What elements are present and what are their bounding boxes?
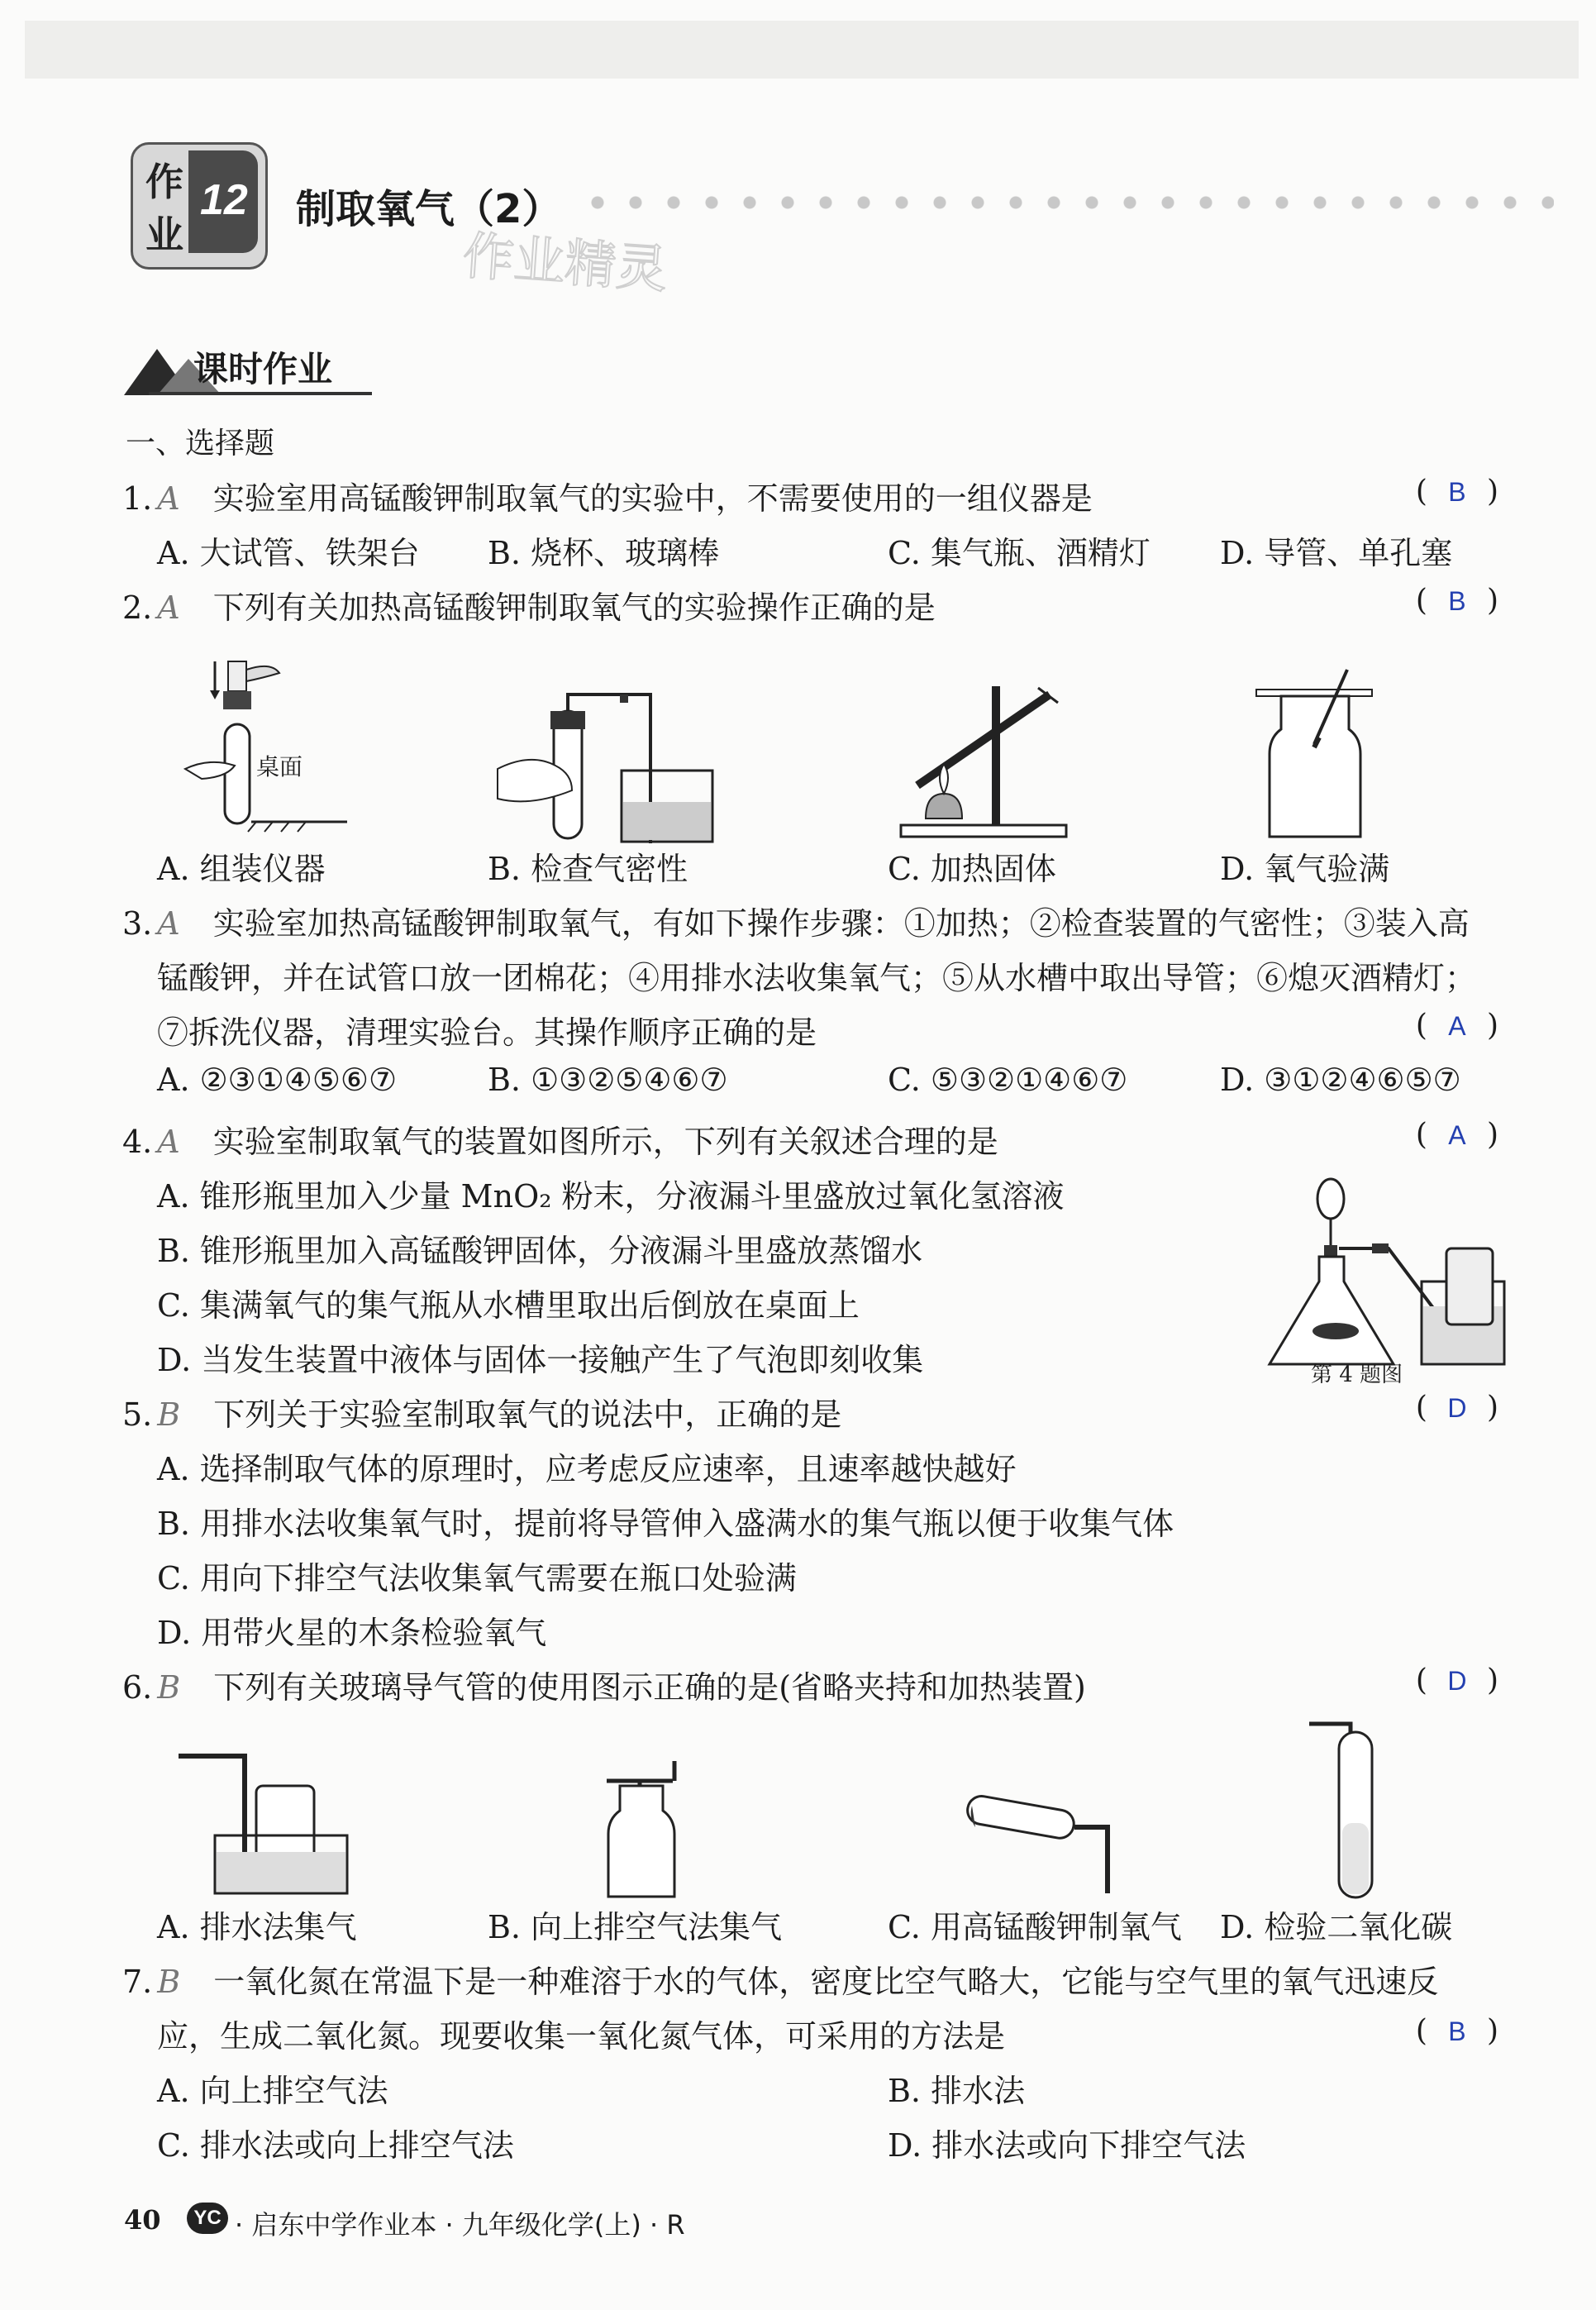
- section-banner: [124, 337, 372, 397]
- publisher-logo: [187, 2203, 228, 2234]
- q5-option-d: D. 用带火星的木条检验氧气: [157, 1615, 547, 1651]
- figure-assemble-apparatus: [182, 645, 347, 835]
- question-text: 实验室制取氧气的装置如图所示，下列有关叙述合理的是: [212, 1124, 998, 1160]
- q1-option-a: A. 大试管、铁架台: [157, 535, 420, 571]
- q4-option-b: B. 锥形瓶里加入高锰酸钾固体，分液漏斗里盛放蒸馏水: [157, 1233, 923, 1269]
- q3-option-c: C. ⑤③②①④⑥⑦: [888, 1062, 1128, 1098]
- difficulty-level: A: [157, 905, 180, 942]
- answer-value: A: [1448, 1011, 1466, 1041]
- figure-upward-air-collection: [595, 1753, 694, 1902]
- q7-text-line-2: 应，生成二氧化氮。现要收集一氧化氮气体，可采用的方法是: [157, 2018, 1006, 2055]
- q4-option-d: D. 当发生装置中液体与固体一接触产生了气泡即刻收集: [157, 1342, 924, 1378]
- figure-airtightness-check: [496, 678, 744, 843]
- figure-q4-oxygen-apparatus: [1256, 1166, 1504, 1356]
- figure-water-collection: [174, 1744, 355, 1902]
- q7-option-d: D. 排水法或向下排空气法: [888, 2127, 1246, 2164]
- difficulty-level: A: [157, 589, 180, 626]
- answer-value: D: [1447, 1666, 1467, 1696]
- q4-option-a: A. 锥形瓶里加入少量 MnO₂ 粉末，分液漏斗里盛放过氧化氢溶液: [157, 1178, 1065, 1215]
- question-1: [122, 473, 1093, 518]
- book-title: · 启东中学作业本 · 九年级化学(上) · R: [235, 2209, 685, 2241]
- publisher-logo-text: YC: [193, 2207, 222, 2229]
- q7-option-a: A. 向上排空气法: [157, 2073, 388, 2109]
- question-text: 下列有关加热高锰酸钾制取氧气的实验操作正确的是: [212, 589, 936, 626]
- title-dot-rule: [579, 195, 1554, 210]
- badge-word-1: 作: [145, 160, 183, 204]
- q7-option-b: B. 排水法: [888, 2073, 1026, 2109]
- question-text: 实验室用高锰酸钾制取氧气的实验中，不需要使用的一组仪器是: [212, 480, 1093, 517]
- top-shadow-band: [25, 21, 1579, 79]
- q3-option-d: D. ③①②④⑥⑤⑦: [1220, 1062, 1461, 1098]
- answer-7: ( B ): [1415, 2014, 1498, 2048]
- q1-option-c: C. 集气瓶、酒精灯: [888, 535, 1151, 571]
- q6-option-a: A. 排水法集气: [157, 1909, 357, 1945]
- q4-option-c: C. 集满氧气的集气瓶从水槽里取出后倒放在桌面上: [157, 1287, 860, 1324]
- difficulty-level: A: [157, 480, 180, 517]
- figure-potassium-permanganate-setup: [950, 1786, 1132, 1902]
- q2-option-b: B. 检查气密性: [488, 851, 688, 887]
- answer-2: ( B ): [1415, 584, 1498, 618]
- page-number: 40: [124, 2204, 161, 2236]
- q3-option-a: A. ②③①④⑤⑥⑦: [157, 1062, 398, 1098]
- q3-option-b: B. ①③②⑤④⑥⑦: [488, 1062, 728, 1098]
- question-number: 1.: [122, 480, 153, 517]
- difficulty-level: A: [157, 1124, 180, 1160]
- q5-option-b: B. 用排水法收集氧气时，提前将导管伸入盛满水的集气瓶以便于收集气体: [157, 1506, 1174, 1542]
- figure-heating-solid: [893, 678, 1074, 843]
- answer-value: B: [1448, 586, 1466, 616]
- question-3: [122, 898, 1470, 943]
- question-text-line-1: 实验室加热高锰酸钾制取氧气，有如下操作步骤：①加热；②检查装置的气密性；③装入高: [212, 905, 1470, 942]
- desk-label: 桌面: [256, 753, 303, 780]
- difficulty-level: B: [157, 1964, 181, 2000]
- answer-value: A: [1448, 1120, 1466, 1150]
- question-number: 4.: [122, 1124, 153, 1160]
- question-number: 5.: [122, 1396, 153, 1433]
- question-4: [122, 1116, 998, 1162]
- figure-oxygen-full-test: [1248, 678, 1413, 843]
- question-number: 2.: [122, 589, 153, 626]
- question-text: 下列关于实验室制取氧气的说法中，正确的是: [213, 1396, 842, 1433]
- figure-co2-test: [1298, 1716, 1405, 1906]
- answer-1: ( B ): [1415, 475, 1498, 508]
- difficulty-level: B: [157, 1669, 181, 1706]
- answer-value: B: [1448, 477, 1466, 507]
- answer-6: ( D ): [1415, 1663, 1498, 1697]
- q2-option-c: C. 加热固体: [888, 851, 1056, 887]
- answer-value: B: [1448, 2016, 1466, 2046]
- q2-option-d: D. 氧气验满: [1220, 851, 1390, 887]
- question-number: 7.: [122, 1964, 153, 2000]
- q1-option-d: D. 导管、单孔塞: [1220, 535, 1453, 571]
- part-title: 一、选择题: [126, 427, 275, 461]
- q5-option-c: C. 用向下排空气法收集氧气需要在瓶口处验满: [157, 1560, 797, 1596]
- q1-option-b: B. 烧杯、玻璃棒: [488, 535, 720, 571]
- section-banner-label: 课时作业: [193, 349, 333, 389]
- question-5: [122, 1389, 841, 1434]
- answer-3: ( A ): [1415, 1009, 1498, 1043]
- q2-option-a: A. 组装仪器: [157, 851, 326, 887]
- question-text: 下列有关玻璃导气管的使用图示正确的是(省略夹持和加热装置): [213, 1669, 1086, 1706]
- q3-text-line-3: ⑦拆洗仪器，清理实验台。其操作顺序正确的是: [157, 1014, 817, 1051]
- answer-4: ( A ): [1415, 1118, 1498, 1152]
- assignment-badge: [131, 142, 269, 266]
- question-number: 6.: [122, 1669, 153, 1706]
- figure-caption-q4: 第 4 题图: [1311, 1363, 1403, 1387]
- question-2: [122, 582, 936, 628]
- question-text-line-1: 一氧化氮在常温下是一种难溶于水的气体，密度比空气略大，它能与空气里的氧气迅速反: [213, 1964, 1439, 2000]
- answer-5: ( D ): [1415, 1391, 1498, 1425]
- q7-option-c: C. 排水法或向上排空气法: [157, 2127, 514, 2164]
- q5-option-a: A. 选择制取气体的原理时，应考虑反应速率，且速率越快越好: [157, 1451, 1017, 1487]
- page-title: 制取氧气（2）: [296, 186, 562, 232]
- q6-option-d: D. 检验二氧化碳: [1220, 1909, 1453, 1945]
- difficulty-level: B: [157, 1396, 181, 1433]
- q6-option-c: C. 用高锰酸钾制氧气: [888, 1909, 1182, 1945]
- q3-text-line-2: 锰酸钾，并在试管口放一团棉花；④用排水法收集氧气；⑤从水槽中取出导管；⑥熄灭酒精灯；: [157, 960, 1477, 996]
- watermark: 作业精灵: [460, 225, 669, 300]
- question-7: [122, 1956, 1438, 2002]
- question-number: 3.: [122, 905, 153, 942]
- answer-value: D: [1447, 1393, 1467, 1423]
- q6-option-b: B. 向上排空气法集气: [488, 1909, 783, 1945]
- badge-number: 12: [200, 176, 248, 224]
- question-6: [122, 1662, 1086, 1707]
- badge-word-2: 业: [145, 212, 183, 257]
